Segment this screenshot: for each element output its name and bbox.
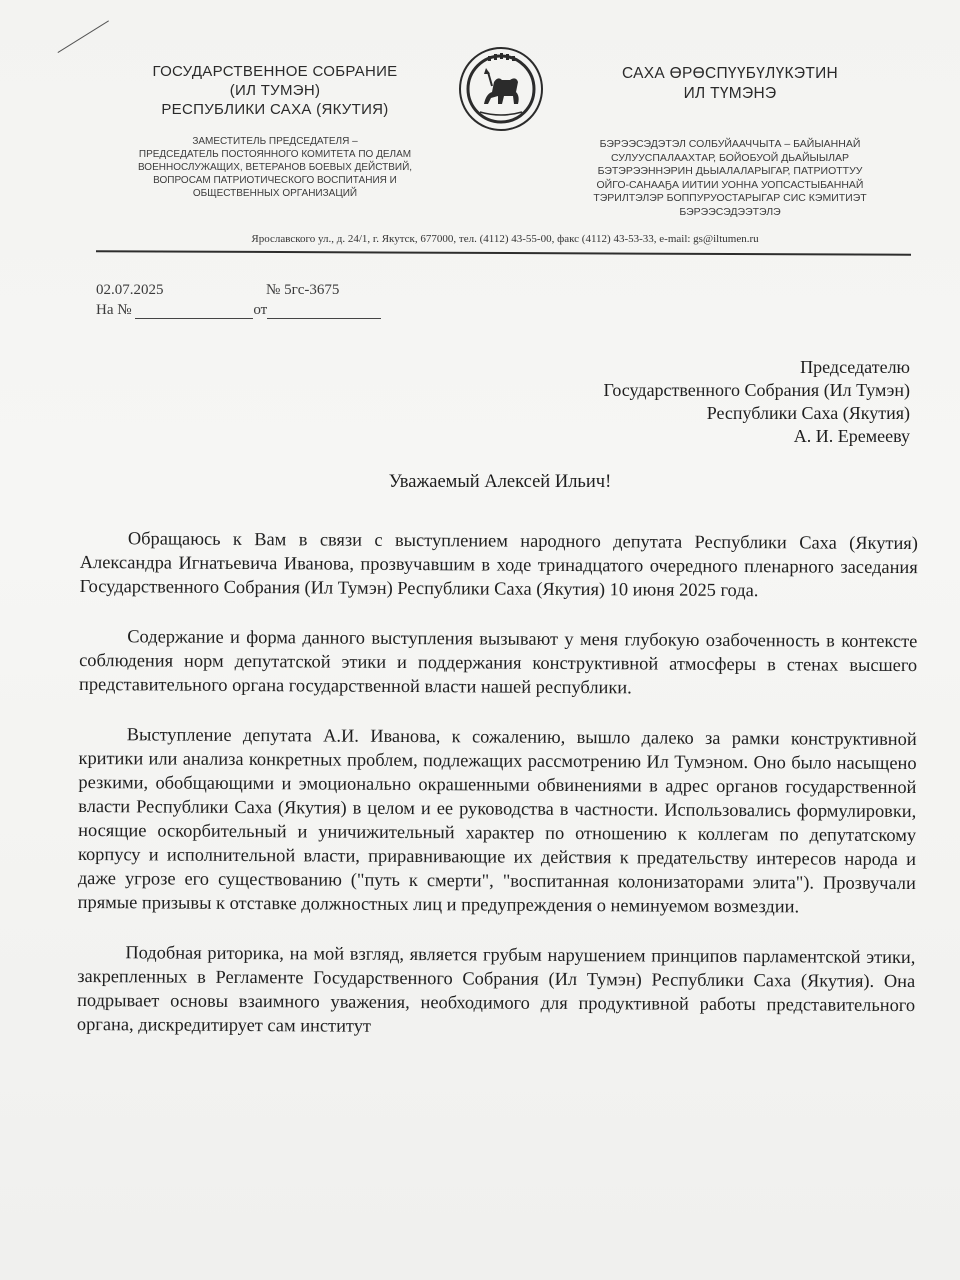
left-position-line: ЗАМЕСТИТЕЛЬ ПРЕДСЕДАТЕЛЯ – xyxy=(192,136,358,147)
letter-meta xyxy=(96,282,381,322)
right-position-title xyxy=(540,138,920,219)
left-position-line: ВОПРОСАМ ПАТРИОТИЧЕСКОГО ВОСПИТАНИЯ И xyxy=(153,175,397,186)
letter-body xyxy=(77,526,918,1041)
addressee-block xyxy=(604,356,910,448)
letter-number: 5гс-3675 xyxy=(284,282,340,298)
left-position-title xyxy=(90,135,460,200)
letter-number-group xyxy=(266,282,339,299)
reply-number-blank xyxy=(135,318,253,319)
right-position-line: БЭРЭЭСЭДЭЭТЭЛЭ xyxy=(679,205,781,218)
body-paragraph: Выступление депутата А.И. Иванова, к сожалению, вышло далеко за рамки конструктивной критики или анализа конкретных проблем, подлежащих рассмотрению Ил Тумэном. Оно было насыщено резкими, обобщающими и эмоционально окрашенными обвинениями в адрес органов государственной власти Республики Саха (Якутия) в целом и ее руководства в частности. Использовались формулировки, носящие оскорбительный и уничижительный характер по отношению к коллегам по депутатскому корпусу и исполнительной власти, приравнивающие их действия к предательству интересов народа и даже угрозе его существованию ("путь к смерти", "воспитанная колонизаторами элита"). Прозвучали прямые призывы к отставке должностных лиц и предупреждения о неминуемом возмездии. xyxy=(77,724,917,917)
right-position-line: СУЛУУСПАЛААХТАР, БОЙОБУОЙ ДЬАЙЫЫЛАР xyxy=(610,151,850,164)
right-position-line: ОЙГО-САНААҔА ИИТИИ УОННА УОПСАСТЫБАННАЙ xyxy=(596,178,864,191)
right-position-line: ТЭРИЛТЭЛЭР БОППУРУОСТАРЫГАР СИС КЭМИТИЭТ xyxy=(593,192,867,204)
body-paragraph: Содержание и форма данного выступления вызывают у меня глубокую озабоченность в контексте соблюдения норм депутатской этики и поддержания конструктивной атмосферы в стенах высшего представительного органа государственной власти нашей республики. xyxy=(78,626,918,698)
left-org-name xyxy=(90,62,460,119)
left-position-line: ПРЕДСЕДАТЕЛЬ ПОСТОЯННОГО КОМИТЕТА ПО ДЕЛАМ xyxy=(138,149,412,160)
left-position-line: ВОЕННОСЛУЖАЩИХ, ВЕТЕРАНОВ БОЕВЫХ ДЕЙСТВИЙ, xyxy=(137,162,413,173)
addressee-line: Республики Саха (Якутия) xyxy=(706,403,910,423)
addressee-line: Государственного Собрания (Ил Тумэн) xyxy=(603,380,910,400)
reply-label: На № xyxy=(96,302,132,318)
body-paragraph: Подобная риторика, на мой взгляд, является грубым нарушением принципов парламентской этики, закрепленных в Регламенте Государственного Собрания (Ил Тумэн) Республики Саха (Якутия). Она подрывает основы взаимного уважения, необходимого для продуктивной работы представительного органа, дискредитирует сам институт xyxy=(76,942,916,1036)
yakutia-coat-of-arms-icon xyxy=(458,46,544,132)
header-right-block xyxy=(540,64,920,219)
reply-reference-row xyxy=(96,302,381,322)
right-position-line: БЭТЭРЭЭННЭРИН ДЬЫАЛАЛАРЫГАР, ПАТРИОТТУУ xyxy=(597,165,863,177)
from-label: от xyxy=(253,302,268,318)
left-position-line: ОБЩЕСТВЕННЫХ ОРГАНИЗАЦИЙ xyxy=(192,188,358,199)
header-divider xyxy=(96,250,911,256)
right-org-line: ИЛ ТҮМЭНЭ xyxy=(683,85,777,102)
letter-date: 02.07.2025 xyxy=(96,282,164,298)
left-org-line: РЕСПУБЛИКИ САХА (ЯКУТИЯ) xyxy=(161,101,389,118)
right-position-line: БЭРЭЭСЭДЭТЭЛ СОЛБУЙААЧЧЫТА – БАЙЫАННАЙ xyxy=(599,138,861,150)
right-org-name xyxy=(540,64,920,104)
contact-address: Ярославского ул., д. 24/1, г. Якутск, 677000, тел. (4112) 43-55-00, факс (4112) 43-53-33, e-mail: gs@iltumen.ru xyxy=(251,233,759,245)
body-paragraph: Обращаюсь к Вам в связи с выступлением народного депутата Республики Саха (Якутия) Александра Игнатьевича Иванова, прозвучавшим в ходе тринадцатого очередного пленарного заседания Государственного Собрания (Ил Тумэн) Республики Саха (Якутия) 10 июня 2025 года. xyxy=(79,528,918,601)
left-org-line: (ИЛ ТУМЭН) xyxy=(229,82,321,99)
paper-fold-mark xyxy=(31,0,109,53)
greeting: Уважаемый Алексей Ильич! xyxy=(388,472,612,492)
number-label: № xyxy=(266,282,281,298)
right-org-line: САХА ӨРӨСПҮҮБҮЛҮКЭТИН xyxy=(621,65,839,82)
date-number-row xyxy=(96,282,381,302)
header-left-block xyxy=(90,62,460,200)
reply-date-blank xyxy=(267,318,381,319)
addressee-line: Председателю xyxy=(800,357,910,377)
left-org-line: ГОСУДАРСТВЕННОЕ СОБРАНИЕ xyxy=(152,63,398,80)
addressee-line: А. И. Еремееву xyxy=(793,426,910,446)
